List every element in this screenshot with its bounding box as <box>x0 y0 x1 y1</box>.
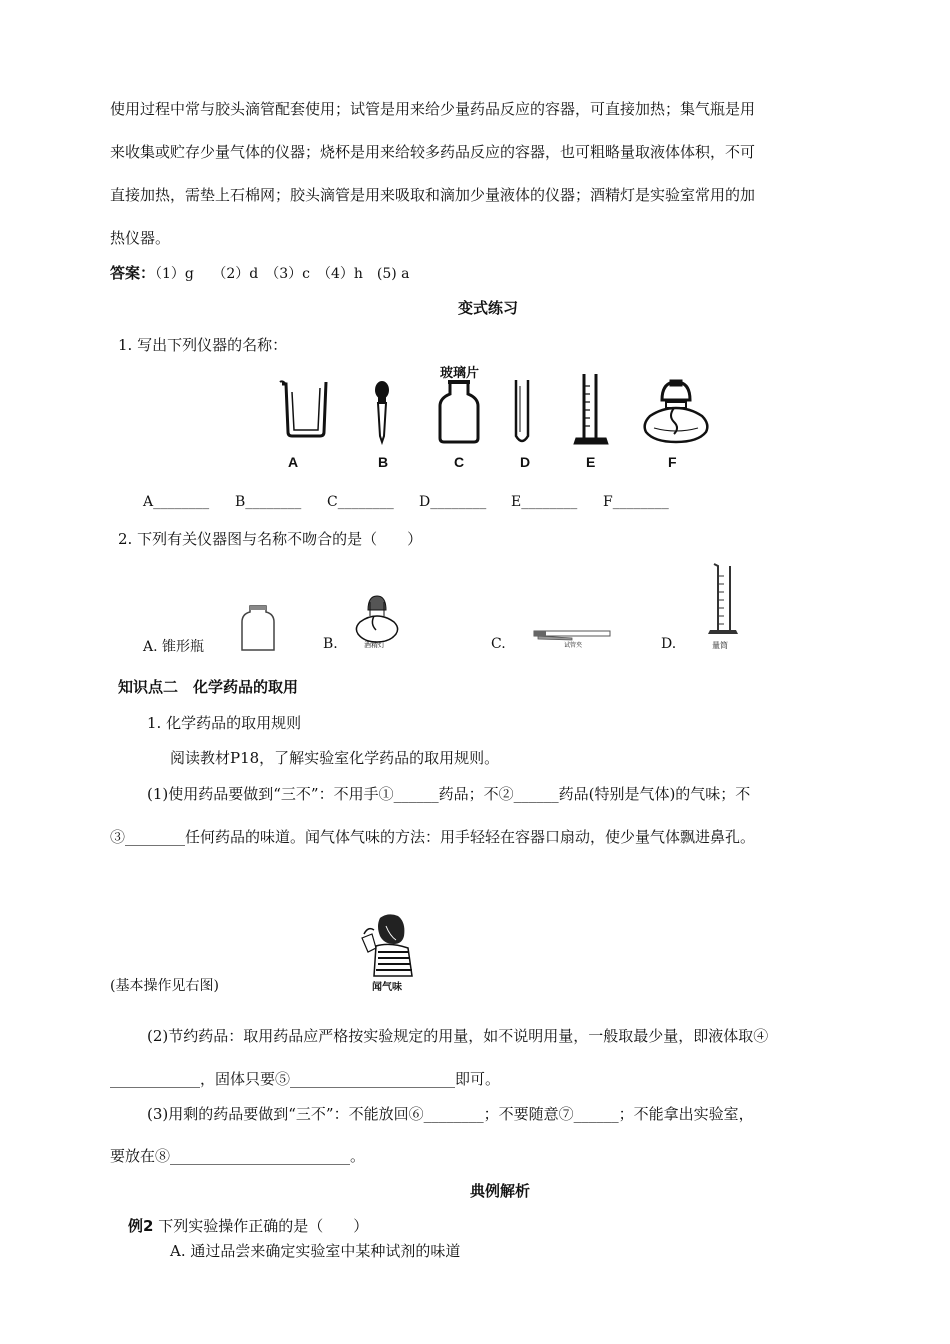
answer-label: 答案： <box>110 264 156 282</box>
alcohol-lamp-caption: 酒精灯 <box>364 641 385 649</box>
blank-e[interactable]: E________ <box>511 494 578 510</box>
section-example-heading: 典例解析 <box>470 1182 531 1200</box>
instrument-letter-e: E <box>586 454 596 470</box>
intro-line-3: 直接加热，需垫上石棉网；胶头滴管是用来吸取和滴加少量液体的仪器；酒精灯是实验室常用的加 <box>110 186 756 204</box>
knowledge-read: 阅读教材P18，了解实验室化学药品的取用规则。 <box>170 749 500 767</box>
basic-operation-note: (基本操作见右图) <box>110 978 219 994</box>
bottle-icon <box>238 604 278 654</box>
q2-text: 2. 下列有关仪器图与名称不吻合的是（ ） <box>118 530 423 548</box>
example2-label: 例2 <box>128 1217 154 1235</box>
section-variant-heading: 变式练习 <box>458 299 519 317</box>
knowledge-title: 知识点二 化学药品的取用 <box>118 678 299 696</box>
answer-line <box>110 262 410 283</box>
test-tube-icon <box>516 380 528 441</box>
knowledge-p2-line2: ____________，固体只要⑤______________________即可。 <box>110 1070 501 1088</box>
blank-d[interactable]: D________ <box>419 494 487 510</box>
instrument-letter-c: C <box>454 454 465 470</box>
dropper-icon <box>375 381 389 442</box>
blank-b[interactable]: B________ <box>235 494 302 510</box>
knowledge-rule-title: 1. 化学药品的取用规则 <box>147 714 302 732</box>
alcohol-lamp-icon <box>645 380 708 442</box>
blank-c[interactable]: C________ <box>327 494 394 510</box>
smell-caption: 闻气味 <box>372 982 402 993</box>
example2-option-a[interactable]: A. 通过品尝来确定实验室中某种试剂的味道 <box>170 1242 461 1260</box>
instruments-figure <box>270 372 730 462</box>
knowledge-p3-line2: 要放在⑧________________________。 <box>110 1147 366 1165</box>
smelling-person-icon <box>358 912 418 976</box>
knowledge-p1-line2: ③________任何药品的味道。闻气体气味的方法：用手轻轻在容器口扇动，使少量气体飘进鼻孔。 <box>110 828 756 846</box>
example2-line <box>128 1215 368 1236</box>
knowledge-p2-line1: (2)节约药品：取用药品应严格按实验规定的用量，如不说明用量，一般取最少量，即液体取④ <box>147 1027 769 1045</box>
intro-line-1: 使用过程中常与胶头滴管配套使用；试管是用来给少量药品反应的容器，可直接加热；集气瓶是用 <box>110 100 756 118</box>
instrument-letter-a: A <box>288 454 299 470</box>
glass-plate-label: 玻璃片 <box>440 365 480 380</box>
q2-option-b[interactable]: B. <box>323 636 338 652</box>
answer-text: （1）g （2）d （3）c （4）h (5) a <box>155 266 410 282</box>
q2-option-d[interactable]: D. <box>661 636 677 652</box>
blank-a[interactable]: A________ <box>143 494 210 510</box>
measuring-cylinder-caption: 量筒 <box>712 641 728 650</box>
example2-text: 下列实验操作正确的是（ ） <box>158 1217 369 1235</box>
measuring-cylinder-small-icon <box>704 562 740 636</box>
knowledge-p1-line1: (1)使用药品要做到“三不”：不用手①______药品；不②______药品(特别是气体)的气味；不 <box>147 785 751 803</box>
q2-option-c[interactable]: C. <box>491 636 506 652</box>
blank-f[interactable]: F________ <box>603 494 669 510</box>
q1-text: 1. 写出下列仪器的名称： <box>118 336 288 354</box>
instrument-letter-d: D <box>520 454 531 470</box>
measuring-cylinder-icon <box>574 374 608 444</box>
q2-option-a[interactable]: A. 锥形瓶 <box>143 639 205 655</box>
beaker-icon <box>280 381 326 436</box>
intro-line-2: 来收集或贮存少量气体的仪器；烧杯是用来给较多药品反应的容器，也可粗略量取液体体积，不可 <box>110 143 756 161</box>
instrument-letter-b: B <box>378 454 389 470</box>
instrument-letter-f: F <box>668 454 677 470</box>
intro-line-4: 热仪器。 <box>110 229 171 247</box>
gas-bottle-icon <box>440 380 478 442</box>
test-tube-holder-caption: 试管夹 <box>564 642 583 649</box>
knowledge-p3-line1: (3)用剩的药品要做到“三不”：不能放回⑥________；不要随意⑦______；不能拿出实验室， <box>147 1105 754 1123</box>
